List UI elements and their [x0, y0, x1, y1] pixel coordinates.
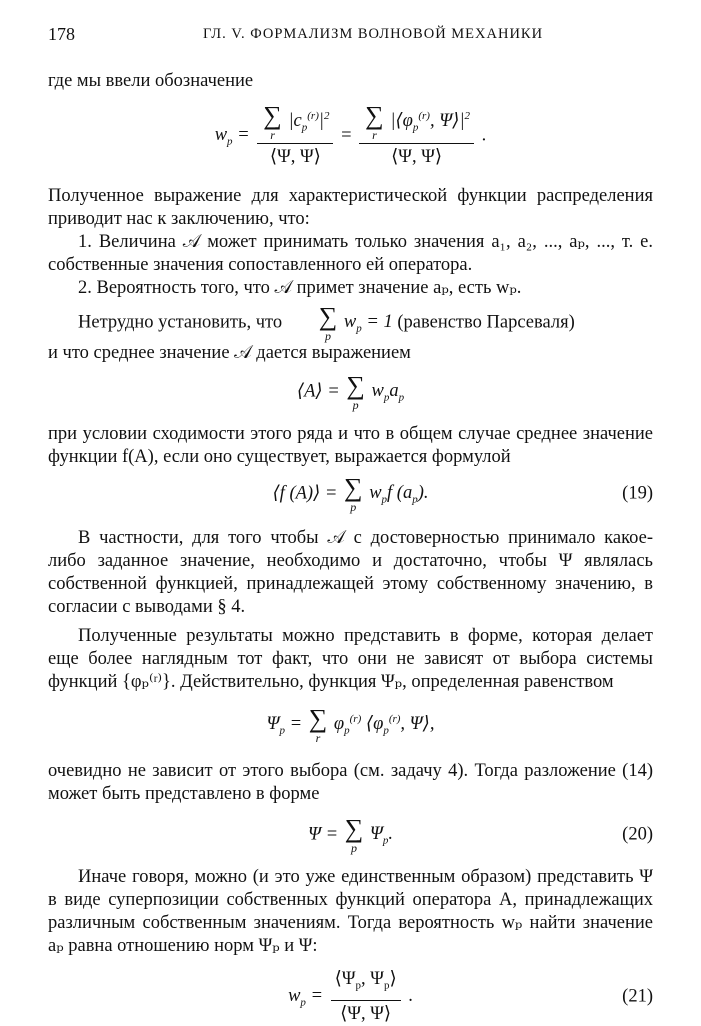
paragraph-parseval: Нетрудно установить, что ∑ p $w_p = 1$ (равенство Парсеваля): [78, 302, 575, 343]
page-body: [48, 70, 653, 1026]
chapter-title: ГЛ. V. ФОРМАЛИЗМ ВОЛНОВОЙ МЕХАНИКИ: [203, 26, 544, 42]
paragraph: В частности, для того чтобы 𝒜 с достоверностью принимало какое-либо заданное значение, необходимо и достаточно, чтобы Ψ являлась собственной функцией, принадлежащей этому собственному значению, в согласии с выводами § 4.: [48, 528, 653, 617]
equation-21: $w_p$ = $\frac{⟨\Psi_p, \Psi_p⟩}{⟨\Psi, \Psi⟩}$ . (21): [288, 969, 653, 1024]
equation-number: (21): [622, 986, 653, 1007]
paragraph: и что среднее значение 𝒜 дается выражением: [48, 343, 411, 363]
paragraph-text: Нетрудно установить, что: [78, 312, 283, 333]
equation-19: ⟨f (A)⟩ = ∑ p $w_pf$ $(a_p)$. (19): [272, 473, 653, 514]
paragraph: при условии сходимости этого ряда и что в общем случае среднее значение функции f(A), если оно существует, выражается формулой: [48, 424, 653, 467]
paragraph: Полученные результаты можно представить в форме, которая делает еще более наглядным тот факт, что они не зависят от выбора системы функций {φₚ⁽ʳ⁾}. Действительно, функция Ψₚ, определенная равенством: [48, 626, 653, 692]
equation-20: Ψ = ∑ p $\Psi_p$. (20): [307, 814, 653, 855]
paragraph: где мы ввели обозначение: [48, 71, 254, 91]
paragraph: очевидно не зависит от этого выбора (см. задачу 4). Тогда разложение (14) может быть представлено в форме: [48, 761, 653, 804]
equation-mean-value: ⟨A⟩ = ∑ p $w_pa_p$: [296, 371, 405, 412]
running-head: [48, 22, 653, 48]
paragraph: 2. Вероятность того, что 𝒜 примет значение aₚ, есть wₚ.: [78, 278, 522, 298]
paragraph: 1. Величина 𝒜 может принимать только значения a₁, a₂, ..., aₚ, ..., т. е. собственные значения сопоставленного ей оператора.: [48, 232, 653, 275]
equation-wp-definition: $w_p$ = ∑ r $|c_p^{(r)}|^2$ ⟨Ψ, Ψ⟩ = ∑ r $|⟨\varphi_p^{(r)}$, $\Psi⟩|^2$ ⟨Ψ, Ψ⟩ .: [214, 101, 487, 167]
paragraph: Иначе говоря, можно (и это уже единственным образом) представить Ψ в виде суперпозиции собственных функций оператора A, принадлежащих различным собственным значениям. Тогда вероятность wₚ найти значение aₚ равна отношению норм Ψₚ и Ψ:: [48, 867, 653, 956]
equation-psi-p: $\Psi_p$ = ∑ r $\varphi_p^{(r)}$ $⟨\varphi_p^{(r)}$, Ψ⟩,: [266, 704, 435, 745]
paragraph-text: (равенство Парсеваля): [397, 312, 575, 333]
paragraph: Полученное выражение для характеристической функции распределения приводит нас к заключению, что:: [48, 186, 653, 229]
equation-number: (19): [622, 483, 653, 504]
page-number: 178: [48, 24, 75, 44]
equation-number: (20): [622, 824, 653, 845]
